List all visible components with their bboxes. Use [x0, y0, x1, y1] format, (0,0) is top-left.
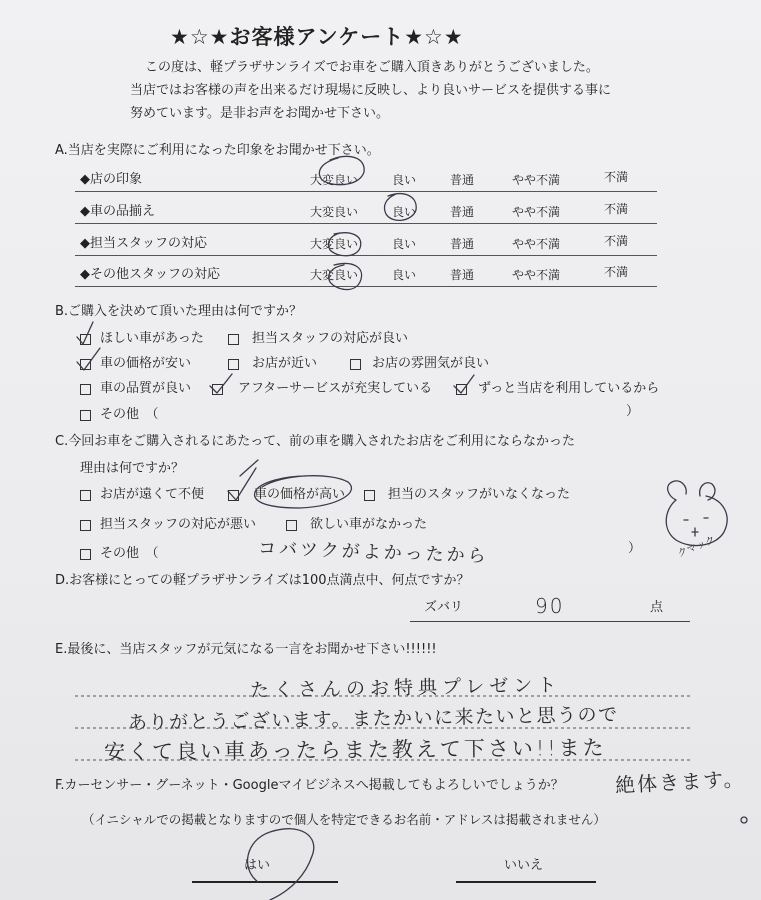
doodle-caption: クマック — [676, 534, 717, 560]
bear-doodle — [692, 528, 698, 536]
row-car-selection-label: ◆車の品揃え — [80, 204, 155, 219]
answer-yes[interactable]: はい — [244, 858, 271, 873]
option-other: その他 （ — [100, 546, 159, 561]
rating-unsatisfied[interactable]: 不満 — [604, 265, 629, 279]
circle-mark — [319, 156, 364, 184]
bear-doodle — [700, 483, 715, 500]
rating-unsatisfied[interactable]: 不満 — [604, 234, 629, 248]
rating-slightly-unsatisfied[interactable]: やや不満 — [512, 237, 561, 251]
section-a-heading: A.当店を実際にご利用になった印象をお聞かせ下さい。 — [55, 143, 380, 158]
option-staff-bad: 担当スタッフの対応が悪い — [100, 517, 257, 532]
other-reason-answer: コバツクがよかったから — [257, 537, 490, 568]
option-car-quality: 車の品質が良い — [100, 381, 192, 396]
check-mark — [210, 374, 232, 393]
option-price-cheap: 車の価格が安い — [100, 356, 192, 371]
option-staff-good: 担当スタッフの対応が良い — [252, 331, 409, 346]
option-want-car: ほしい車があった — [100, 331, 204, 346]
rating-normal[interactable]: 普通 — [450, 237, 475, 251]
score-unit: 点 — [650, 600, 664, 615]
check-mark — [77, 322, 93, 344]
circle-mark — [384, 194, 416, 221]
section-c-heading-2: 理由は何ですか？ — [80, 461, 185, 476]
row-staff-response-label: ◆担当スタッフの対応 — [80, 236, 207, 251]
rating-unsatisfied[interactable]: 不満 — [604, 170, 629, 184]
rating-good[interactable]: 良い — [392, 173, 417, 187]
option-staff-left: 担当のスタッフがいなくなった — [388, 487, 571, 502]
period-mark — [741, 817, 747, 823]
rating-very-good[interactable]: 大変良い — [310, 268, 359, 282]
circle-mark — [328, 233, 360, 256]
rating-good[interactable]: 良い — [392, 237, 417, 251]
rating-slightly-unsatisfied[interactable]: やや不満 — [512, 173, 561, 187]
section-f-note: （イニシャルでの掲載となりますので個人を特定できるお名前・アドレスは掲載されません） — [82, 812, 606, 827]
rating-good[interactable]: 良い — [392, 268, 417, 282]
comment-line-3: 安くて良い車あったらまた教えて下さい!!また — [103, 735, 607, 765]
circle-mark — [255, 476, 352, 508]
section-f-heading: F.カーセンサー・グーネット・Googleマイビジネスへ掲載してもよろしいでしょうか？ — [55, 778, 564, 793]
option-store-near: お店が近い — [252, 356, 318, 371]
row-store-impression-label: ◆店の印象 — [80, 172, 142, 187]
comment-line-2: ありがとうございます。またかいに来たいと思うので — [127, 703, 619, 735]
close-paren: ） — [628, 541, 642, 556]
option-after-service: アフターサービスが充実している — [238, 381, 433, 396]
answer-no[interactable]: いいえ — [504, 858, 544, 873]
comment-line-1: たくさんのお特典プレゼント — [249, 674, 562, 702]
rating-good[interactable]: 良い — [392, 205, 417, 219]
survey-title: ★☆★お客様アンケート★☆★ — [170, 25, 464, 49]
score-prefix: ズバリ — [424, 600, 464, 615]
rating-slightly-unsatisfied[interactable]: やや不満 — [512, 268, 561, 282]
circle-mark — [329, 264, 362, 290]
option-other: その他 （ — [100, 407, 159, 422]
score-value: 90 — [535, 594, 565, 618]
check-mark — [77, 348, 100, 370]
check-mark — [228, 468, 256, 500]
comment-line-4: 絶体きます。 — [614, 766, 747, 798]
rating-very-good[interactable]: 大変良い — [310, 205, 359, 219]
rating-normal[interactable]: 普通 — [450, 268, 475, 282]
option-price-high: 車の価格が高い — [254, 487, 346, 502]
intro-line-2: 当店ではお客様の声を出来るだけ現場に反映し、より良いサービスを提供する事に — [130, 83, 612, 98]
section-b-heading: B.ご購入を決めて頂いた理由は何ですか？ — [55, 304, 303, 319]
rating-very-good[interactable]: 大変良い — [310, 173, 359, 187]
rating-unsatisfied[interactable]: 不満 — [604, 202, 629, 216]
intro-line-1: この度は、軽プラザサンライズでお車をご購入頂きありがとうございました。 — [145, 60, 599, 75]
section-c-heading: C.今回お車をご購入されるにあたって、前の車を購入されたお店をご利用にならなかった — [55, 434, 575, 449]
bear-doodle — [668, 481, 687, 500]
bear-doodle — [666, 496, 727, 546]
rating-slightly-unsatisfied[interactable]: やや不満 — [512, 205, 561, 219]
rating-normal[interactable]: 普通 — [450, 205, 475, 219]
close-paren: ） — [626, 404, 640, 419]
rating-very-good[interactable]: 大変良い — [310, 237, 359, 251]
section-d-heading: D.お客様にとっての軽プラザサンライズは100点満点中、何点ですか？ — [55, 573, 470, 588]
section-e-heading: E.最後に、当店スタッフが元気になる一言をお聞かせ下さい!!!!!! — [55, 642, 437, 657]
option-no-car: 欲しい車がなかった — [310, 517, 428, 532]
option-store-far: お店が遠くて不便 — [100, 487, 205, 502]
rating-normal[interactable]: 普通 — [450, 173, 475, 187]
check-mark — [454, 375, 474, 393]
row-other-staff-label: ◆その他スタッフの対応 — [80, 267, 220, 282]
option-regular-customer: ずっと当店を利用しているから — [478, 381, 660, 396]
option-store-atmosphere: お店の雰囲気が良い — [372, 356, 490, 371]
intro-line-3: 努めています。是非お声をお聞かせ下さい。 — [130, 106, 389, 121]
circle-mark — [248, 829, 314, 900]
